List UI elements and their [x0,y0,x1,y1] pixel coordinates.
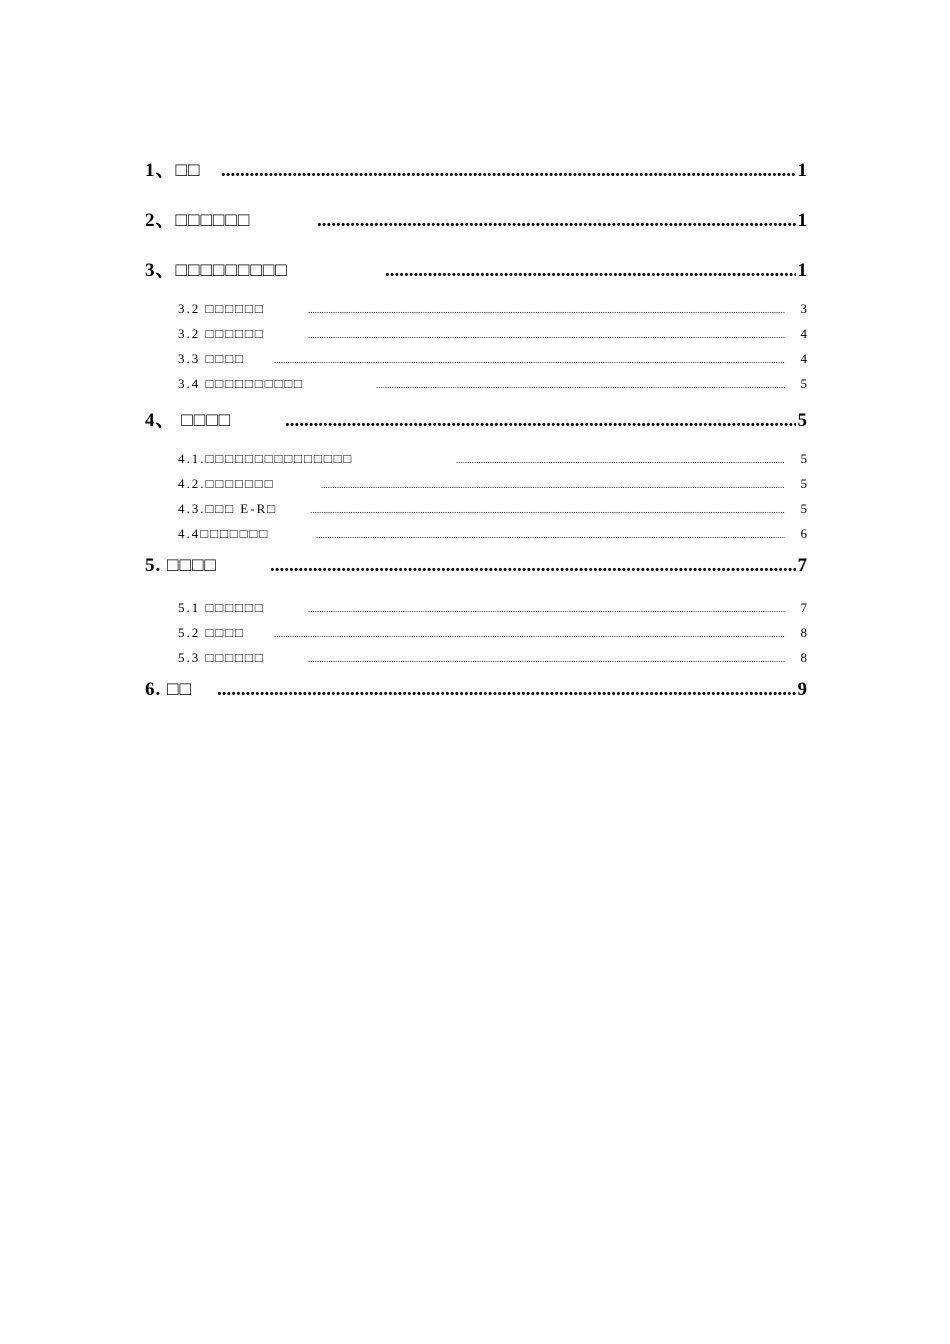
toc-entry-4-1[interactable] [178,451,807,467]
toc-page-number: 4 [800,351,807,366]
toc-page-number: 3 [800,301,807,316]
toc-entry-label: 3.3 □□□□ [178,351,245,366]
toc-page-number: 5 [800,501,807,516]
toc-entry-6[interactable] [145,679,807,701]
toc-leader-dots [310,505,785,515]
toc-entry-1[interactable] [145,155,807,182]
toc-page-number: 1 [797,260,807,281]
toc-entry-label: 4.1.□□□□□□□□□□□□□□□ [178,451,354,466]
toc-page-number: 4 [800,326,807,341]
toc-page-number: 1 [797,210,807,231]
toc-entry-label: 3.2 □□□□□□ [178,301,265,316]
toc-leader-dots [316,530,785,540]
toc-page-number: 5 [800,476,807,491]
toc-leader-dots [308,305,785,315]
toc-leader-dots [270,555,796,577]
toc-page-number: 7 [797,555,807,576]
toc-entry-4-3[interactable] [178,501,807,517]
toc-leader-dots [321,480,785,490]
toc-entry-5-2[interactable] [178,625,807,641]
toc-page-number: 5 [800,376,807,391]
toc-entry-label: 1、□□ [145,160,201,181]
toc-entry-4-2[interactable] [178,476,807,492]
toc-entry-label: 6. □□ [145,679,192,700]
toc-page-number: 5 [797,410,807,431]
toc-page-number: 5 [800,451,807,466]
toc-entry-5-3[interactable] [178,650,807,666]
toc-leader-dots [376,380,785,390]
toc-entry-label: 5. □□□□ [145,555,217,576]
toc-entry-label: 2、□□□□□□ [145,210,251,231]
toc-page-number: 1 [797,160,807,181]
toc-leader-dots [456,455,785,465]
toc-leader-dots [308,604,785,614]
toc-leader-dots [308,654,785,664]
toc-leader-dots [285,410,796,432]
toc-entry-label: 4.2.□□□□□□□ [178,476,275,491]
toc-page-number: 7 [800,600,807,615]
toc-entry-3-3[interactable] [178,351,807,367]
toc-entry-label: 5.1 □□□□□□ [178,600,265,615]
toc-entry-label: 4.4□□□□□□□ [178,526,270,541]
toc-leader-dots [217,679,796,701]
toc-entry-3-4[interactable] [178,376,807,392]
toc-page-number: 9 [797,679,807,700]
toc-leader-dots [274,629,785,639]
toc-entry-label: 5.3 □□□□□□ [178,650,265,665]
toc-page-number: 8 [800,625,807,640]
toc-leader-dots [221,160,796,182]
toc-entry-label: 4.3.□□□ E-R□ [178,501,278,516]
toc-leader-dots [317,210,796,232]
toc-entry-3[interactable] [145,255,807,282]
toc-entry-label: 3.4 □□□□□□□□□□ [178,376,305,391]
toc-page-number: 8 [800,650,807,665]
toc-leader-dots [385,260,796,282]
toc-entry-3-2b[interactable] [178,326,807,342]
toc-entry-label: 3、□□□□□□□□□ [145,260,288,281]
toc-page-number: 6 [800,526,807,541]
toc-leader-dots [274,355,785,365]
toc-entry-5[interactable] [145,555,807,577]
toc-entry-label: 5.2 □□□□ [178,625,245,640]
toc-entry-label: 3.2 □□□□□□ [178,326,265,341]
toc-leader-dots [308,330,785,340]
toc-entry-4[interactable] [145,405,807,432]
toc-entry-2[interactable] [145,205,807,232]
toc-entry-5-1[interactable] [178,600,807,616]
toc-entry-3-2a[interactable] [178,301,807,317]
toc-entry-4-4[interactable] [178,526,807,542]
toc-entry-label: 4、 □□□□ [145,410,232,431]
